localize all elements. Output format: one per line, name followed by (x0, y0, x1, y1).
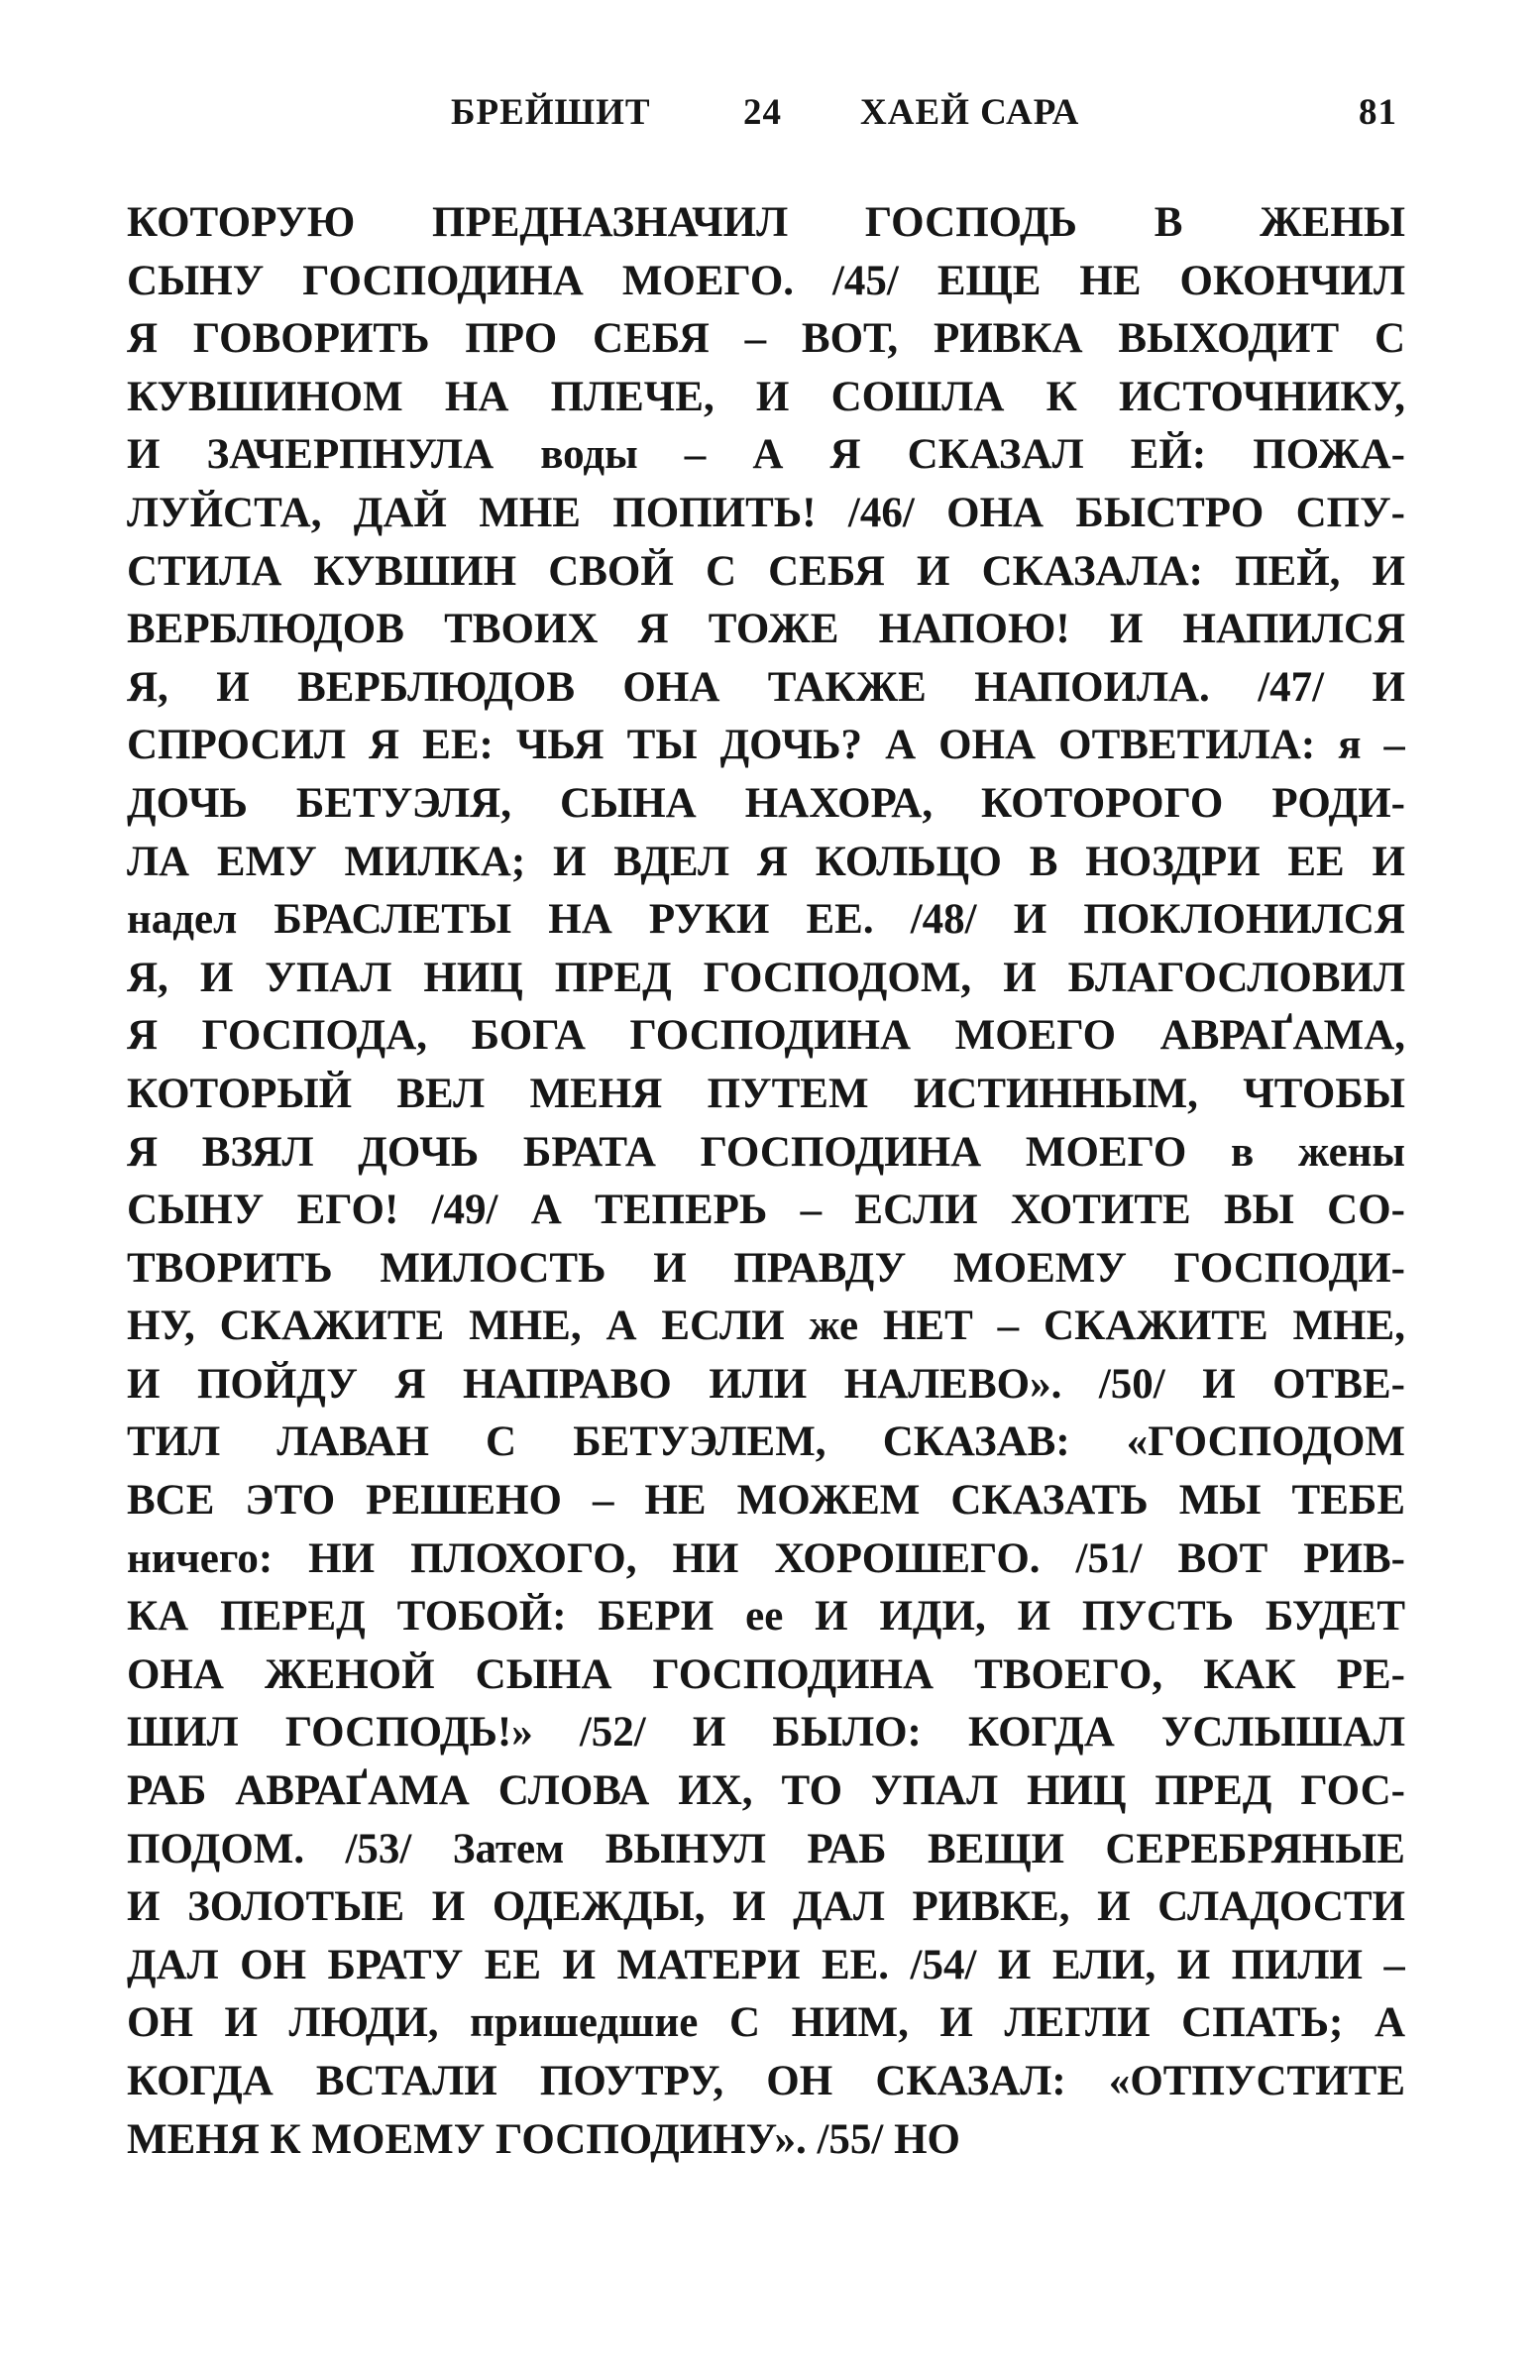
text-line: И ЗАЧЕРПНУЛА воды – А Я СКАЗАЛ ЕЙ: ПОЖА- (127, 431, 1405, 479)
text-line: ЛА ЕМУ МИЛКА; И ВДЕЛ Я КОЛЬЦО В НОЗДРИ ЕЕ И (127, 838, 1405, 885)
text-line: СПРОСИЛ Я ЕЕ: ЧЬЯ ТЫ ДОЧЬ? А ОНА ОТВЕТИЛА: я – (127, 722, 1405, 769)
text-line: ВЕРБЛЮДОВ ТВОИХ Я ТОЖЕ НАПОЮ! И НАПИЛСЯ (127, 606, 1405, 653)
text-line: СЫНУ ЕГО! /49/ А ТЕПЕРЬ – ЕСЛИ ХОТИТЕ ВЫ СО- (127, 1187, 1405, 1234)
text-line: Я, И ВЕРБЛЮДОВ ОНА ТАКЖЕ НАПОИЛА. /47/ И (127, 663, 1405, 711)
text-line: ТИЛ ЛАВАН С БЕТУЭЛЕМ, СКАЗАВ: «ГОСПОДОМ (127, 1418, 1405, 1466)
text-line: СЫНУ ГОСПОДИНА МОЕГО. /45/ ЕЩЕ НЕ ОКОНЧИЛ (127, 257, 1405, 304)
text-line: ТВОРИТЬ МИЛОСТЬ И ПРАВДУ МОЕМУ ГОСПОДИ- (127, 1244, 1405, 1292)
body-text (127, 194, 1405, 2169)
text-line: НУ, СКАЖИТЕ МНЕ, А ЕСЛИ же НЕТ – СКАЖИТЕ МНЕ, (127, 1303, 1405, 1350)
text-line: МЕНЯ К МОЕМУ ГОСПОДИНУ». /55/ НО (127, 2115, 960, 2163)
text-line: И ЗОЛОТЫЕ И ОДЕЖДЫ, И ДАЛ РИВКЕ, И СЛАДОСТИ (127, 1883, 1405, 1931)
text-line: И ПОЙДУ Я НАПРАВО ИЛИ НАЛЕВО». /50/ И ОТВЕ- (127, 1360, 1405, 1408)
page-number: 81 (1359, 92, 1397, 133)
text-line: ОНА ЖЕНОЙ СЫНА ГОСПОДИНА ТВОЕГО, КАК РЕ- (127, 1650, 1405, 1698)
text-line: ШИЛ ГОСПОДЬ!» /52/ И БЫЛО: КОГДА УСЛЫШАЛ (127, 1709, 1405, 1757)
text-line: ничего: НИ ПЛОХОГО, НИ ХОРОШЕГО. /51/ ВОТ РИВ- (127, 1534, 1405, 1582)
book-title: БРЕЙШИТ (451, 92, 651, 133)
text-line: КА ПЕРЕД ТОБОЙ: БЕРИ ее И ИДИ, И ПУСТЬ БУДЕТ (127, 1593, 1405, 1641)
text-line: КОТОРУЮ ПРЕДНАЗНАЧИЛ ГОСПОДЬ В ЖЕНЫ (127, 199, 1405, 246)
text-line: КОТОРЫЙ ВЕЛ МЕНЯ ПУТЕМ ИСТИННЫМ, ЧТОБЫ (127, 1070, 1405, 1117)
torah-portion-title: ХАЕЙ САРА (860, 92, 1080, 133)
text-line: ДОЧЬ БЕТУЭЛЯ, СЫНА НАХОРА, КОТОРОГО РОДИ- (127, 779, 1405, 827)
running-header (129, 91, 1405, 143)
text-line: ОН И ЛЮДИ, пришедшие С НИМ, И ЛЕГЛИ СПАТЬ; А (127, 1999, 1405, 2047)
text-line: Я ГОСПОДА, БОГА ГОСПОДИНА МОЕГО АВРАҐАМА, (127, 1012, 1405, 1060)
text-line: надел БРАСЛЕТЫ НА РУКИ ЕЕ. /48/ И ПОКЛОНИЛСЯ (127, 896, 1405, 944)
text-line: КОГДА ВСТАЛИ ПОУТРУ, ОН СКАЗАЛ: «ОТПУСТИТЕ (127, 2058, 1405, 2104)
text-line: Я, И УПАЛ НИЦ ПРЕД ГОСПОДОМ, И БЛАГОСЛОВИЛ (127, 954, 1405, 1001)
text-line: КУВШИНОМ НА ПЛЕЧЕ, И СОШЛА К ИСТОЧНИКУ, (127, 373, 1405, 420)
text-line: ПОДОМ. /53/ Затем ВЫНУЛ РАБ ВЕЩИ СЕРЕБРЯНЫЕ (127, 1825, 1405, 1872)
text-line: РАБ АВРАҐАМА СЛОВА ИХ, ТО УПАЛ НИЦ ПРЕД ГОС- (127, 1767, 1405, 1815)
text-line: ЛУЙСТА, ДАЙ МНЕ ПОПИТЬ! /46/ ОНА БЫСТРО СПУ- (127, 489, 1405, 536)
text-line: ВСЕ ЭТО РЕШЕНО – НЕ МОЖЕМ СКАЗАТЬ МЫ ТЕБЕ (127, 1477, 1405, 1525)
text-line: ДАЛ ОН БРАТУ ЕЕ И МАТЕРИ ЕЕ. /54/ И ЕЛИ, И ПИЛИ – (127, 1941, 1405, 1988)
chapter-number: 24 (743, 92, 782, 133)
text-line: Я ГОВОРИТЬ ПРО СЕБЯ – ВОТ, РИВКА ВЫХОДИТ С (127, 315, 1405, 363)
text-line: Я ВЗЯЛ ДОЧЬ БРАТА ГОСПОДИНА МОЕГО в жены (127, 1128, 1405, 1176)
text-line: СТИЛА КУВШИН СВОЙ С СЕБЯ И СКАЗАЛА: ПЕЙ, И (127, 547, 1405, 595)
